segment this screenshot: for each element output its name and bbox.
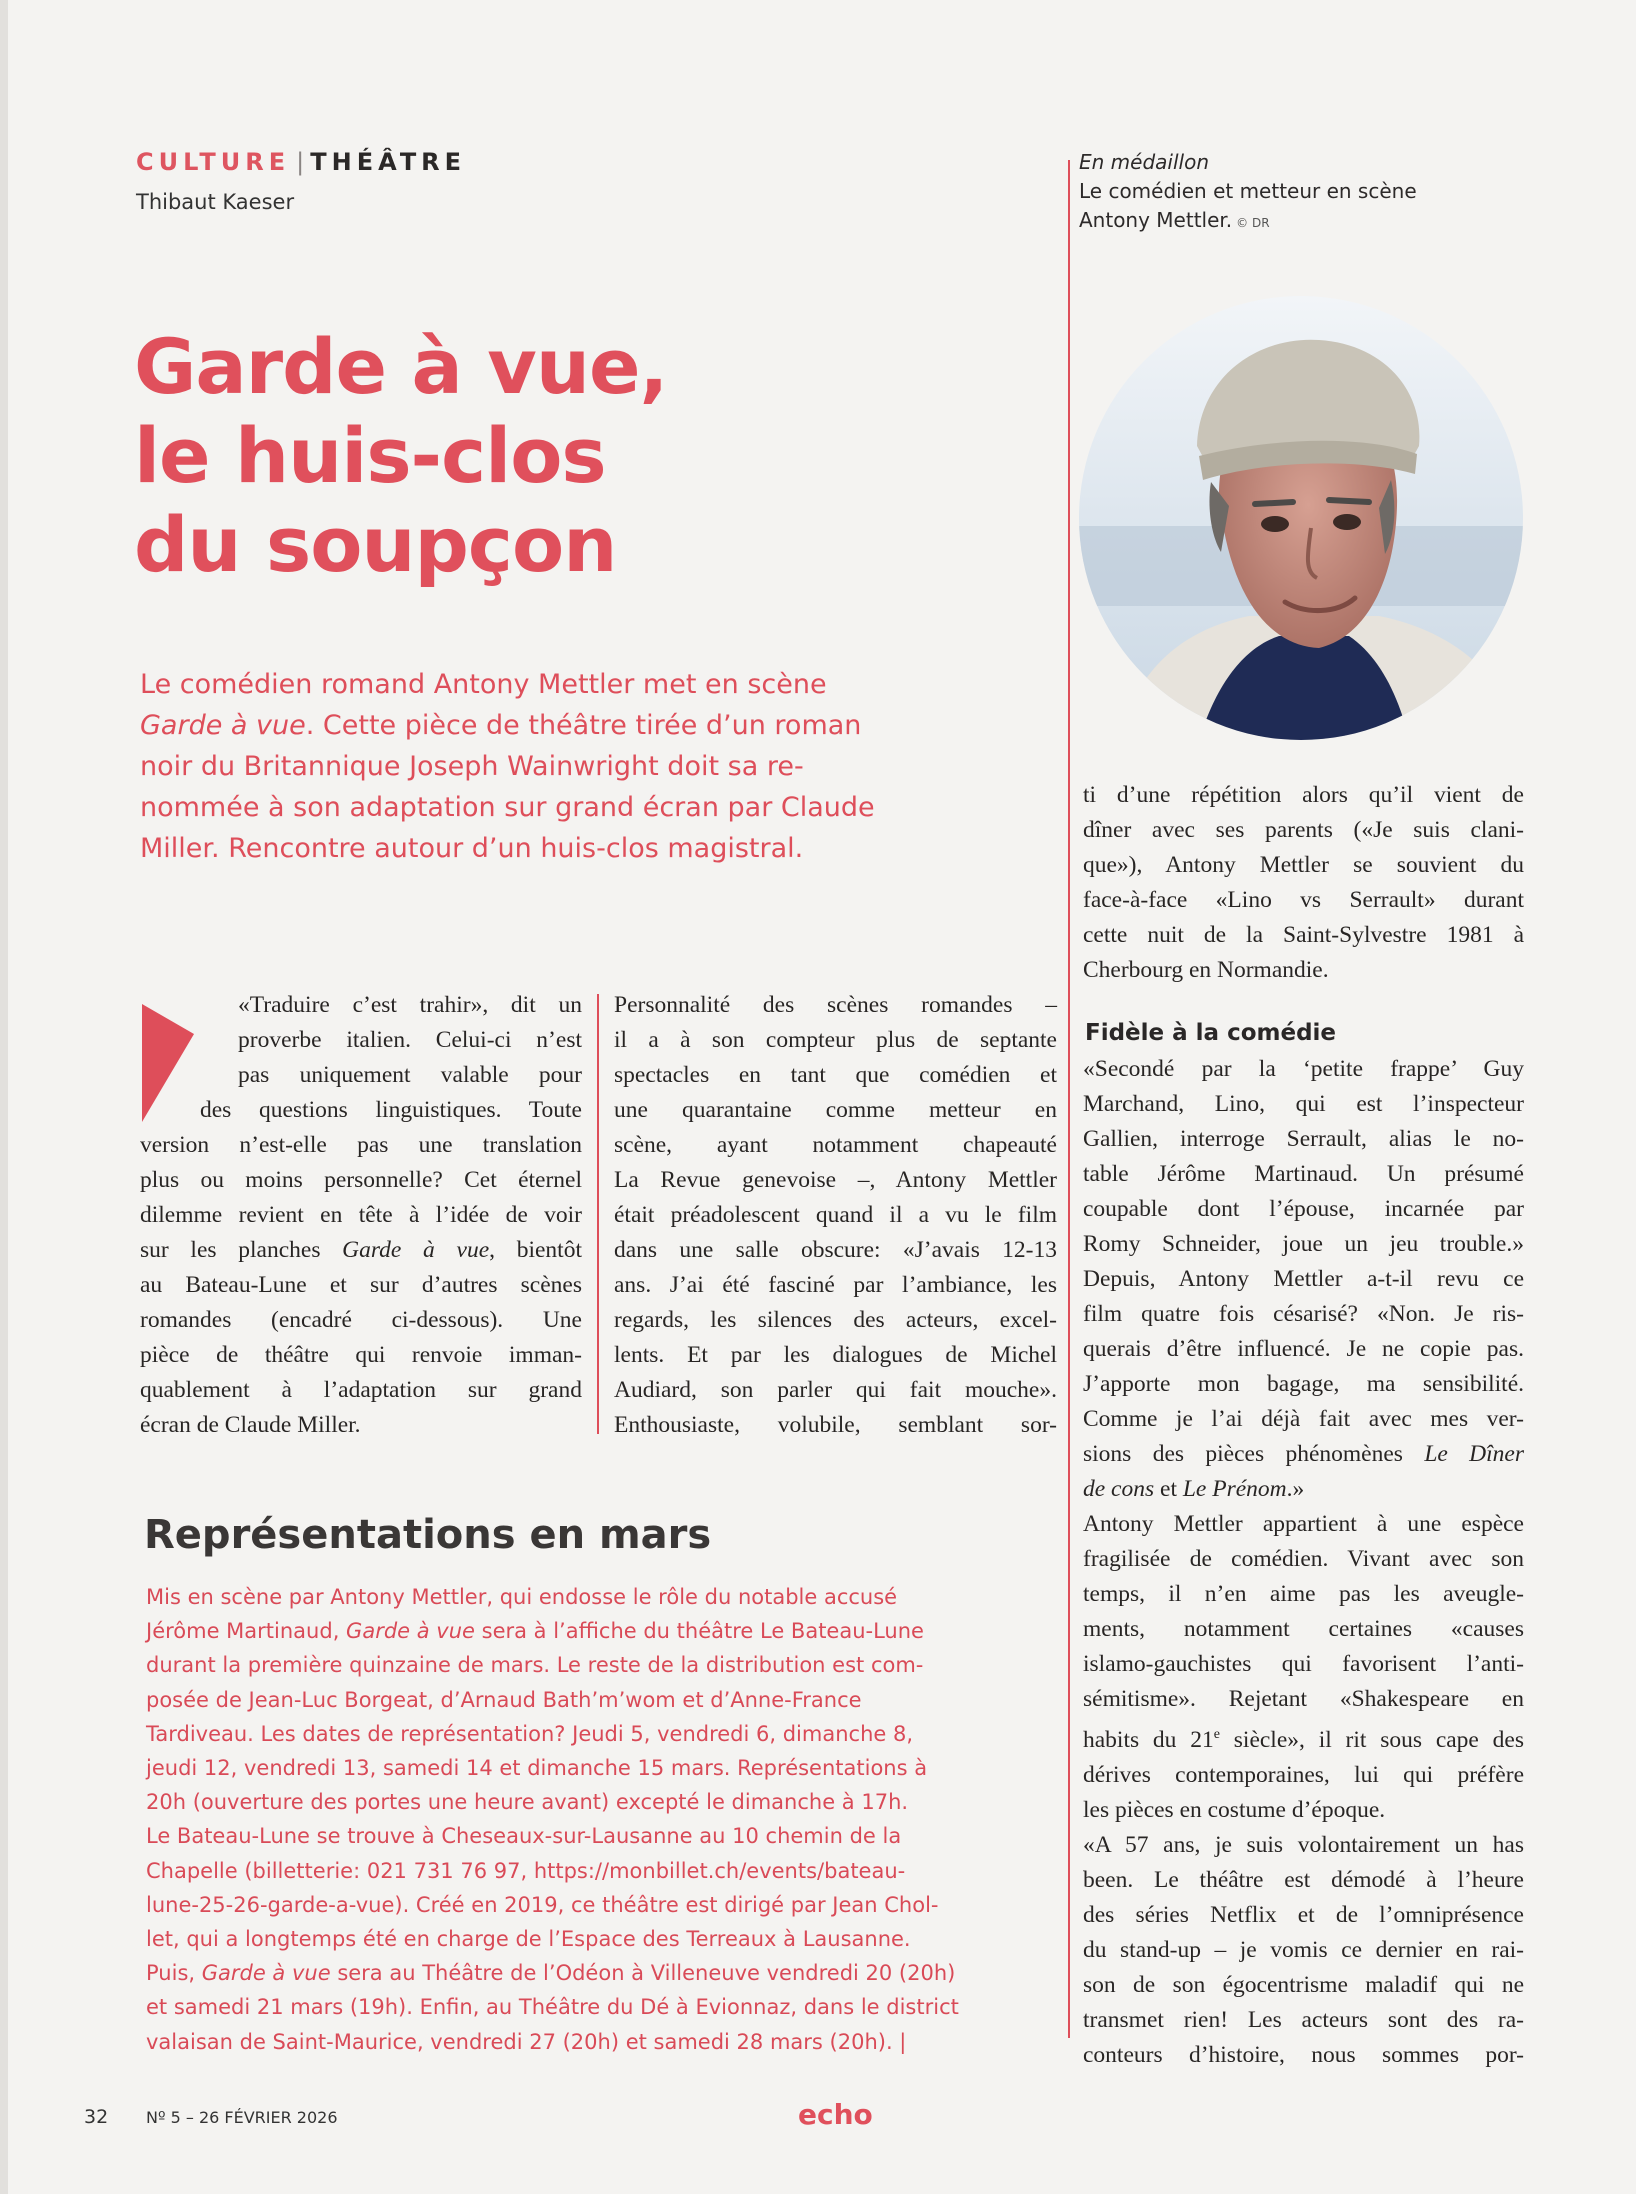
section-label: CULTURE xyxy=(136,148,291,176)
text-line: était préadolescent quand il a vu le film xyxy=(614,1202,1057,1228)
box-line: Le Bateau-Lune se trouve à Cheseaux-sur-Lausanne au 10 chemin de la xyxy=(146,1824,902,1849)
text-line: dîner avec ses parents («Je suis clani- xyxy=(1083,817,1524,843)
text-line: regards, les silences des acteurs, excel- xyxy=(614,1307,1057,1333)
text-line: transmet rien! Les acteurs sont des ra- xyxy=(1083,2006,1524,2033)
play-title: Garde à vue xyxy=(201,1961,331,1986)
article-headline xyxy=(134,322,834,589)
box-title: Représentations en mars xyxy=(144,1512,712,1558)
text-line: islamo-gauchistes qui favorisent l’anti- xyxy=(1083,1651,1524,1677)
text-line: been. Le théâtre est démodé à l’heure xyxy=(1083,1866,1524,1893)
portrait-illustration xyxy=(1079,296,1523,740)
box-line: durant la première quinzaine de mars. Le reste de la distribution est com- xyxy=(146,1653,924,1678)
magazine-logo: echo xyxy=(798,2098,873,2131)
text-line: une quarantaine comme metteur en xyxy=(614,1097,1057,1123)
subsection-label: THÉÂTRE xyxy=(310,148,467,176)
text-line: Antony Mettler appartient à une espèce xyxy=(1083,1511,1524,1537)
box-line: Jérôme Martinaud, Garde à vue sera à l’affiche du théâtre Le Bateau-Lune xyxy=(146,1619,924,1644)
play-title: Garde à vue xyxy=(346,1619,475,1644)
text-line: habits du 21e siècle», il rit sous cape des xyxy=(1083,1726,1524,1753)
lead-line: noir du Britannique Joseph Wainwright doit sa re- xyxy=(140,751,804,782)
play-title: Garde à vue xyxy=(342,1237,490,1263)
box-line: let, qui a longtemps été en charge de l’Espace des Terreaux à Lausanne. xyxy=(146,1927,911,1952)
box-line: Puis, Garde à vue sera au Théâtre de l’Odéon à Villeneuve vendredi 20 (20h) xyxy=(146,1961,956,1986)
caption-line: Le comédien et metteur en scène xyxy=(1079,179,1417,203)
text-line: coupable dont l’épouse, incarnée par xyxy=(1083,1196,1524,1222)
issue-date: Nº 5 – 26 FÉVRIER 2026 xyxy=(146,2108,338,2127)
photo-caption xyxy=(1079,148,1539,238)
text-line: Personnalité des scènes romandes – xyxy=(614,992,1057,1018)
text-line: «Secondé par la ‘petite frappe’ Guy xyxy=(1083,1056,1524,1082)
lead-line: Miller. Rencontre autour d’un huis-clos magistral. xyxy=(140,833,804,864)
text-line: temps, il n’en aime pas les aveugle- xyxy=(1083,1581,1524,1607)
caption-label: En médaillon xyxy=(1079,150,1209,174)
lead-line: Garde à vue. Cette pièce de théâtre tirée d’un roman xyxy=(140,710,862,741)
text-line: Gallien, interroge Serrault, alias le no- xyxy=(1083,1126,1524,1152)
text-line: écran de Claude Miller. xyxy=(140,1412,361,1438)
page-number: 32 xyxy=(84,2106,109,2128)
photo-credit: © DR xyxy=(1236,216,1270,230)
portrait-photo xyxy=(1079,296,1523,740)
text-line: proverbe italien. Celui-ci n’est xyxy=(238,1027,582,1053)
box-line: posée de Jean-Luc Borgeat, d’Arnaud Bath’m’wom et d’Anne-France xyxy=(146,1687,862,1712)
article-column-3 xyxy=(1083,1052,1524,2073)
text-line: Depuis, Antony Mettler a-t-il revu ce xyxy=(1083,1266,1524,1292)
play-title: Le Prénom xyxy=(1182,1476,1287,1502)
headline-line: du soupçon xyxy=(134,500,617,589)
author-byline: Thibaut Kaeser xyxy=(136,190,295,214)
text-line: que»), Antony Mettler se souvient du xyxy=(1083,852,1524,878)
text-line: dilemme revient en tête à l’idée de voir xyxy=(140,1202,582,1228)
rubric-separator: | xyxy=(296,148,305,176)
box-line: 20h (ouverture des portes une heure avant) excepté le dimanche à 17h. xyxy=(146,1790,909,1815)
text-line: pas uniquement valable pour xyxy=(238,1062,582,1088)
caption-line: Antony Mettler. © DR xyxy=(1079,208,1270,232)
text-line: fragilisée de comédien. Vivant avec son xyxy=(1083,1546,1524,1572)
text-line: dans une salle obscure: «J’avais 12-13 xyxy=(614,1237,1057,1263)
box-line: et samedi 21 mars (19h). Enfin, au Théâtre du Dé à Evionnaz, dans le district xyxy=(146,1995,959,2020)
text-line: Enthousiaste, volubile, semblant sor- xyxy=(614,1412,1057,1438)
text-line: au Bateau-Lune et sur d’autres scènes xyxy=(140,1272,582,1298)
article-column-3-top xyxy=(1083,778,1524,988)
text-line: des séries Netflix et de l’omniprésence xyxy=(1083,1901,1524,1928)
headline-line: le huis-clos xyxy=(134,411,606,500)
text-line: J’apporte mon bagage, ma sensibilité. xyxy=(1083,1371,1524,1397)
box-line: Tardiveau. Les dates de représentation? Jeudi 5, vendredi 6, dimanche 8, xyxy=(146,1721,914,1746)
text-line: table Jérôme Martinaud. Un présumé xyxy=(1083,1161,1524,1187)
text-line: querais d’être influencé. Je ne copie pas. xyxy=(1083,1336,1524,1362)
article-lead xyxy=(140,664,940,869)
text-line: ments, notamment certaines «causes xyxy=(1083,1616,1524,1642)
intertitle: Fidèle à la comédie xyxy=(1085,1020,1337,1046)
text-line: il a à son compteur plus de septante xyxy=(614,1027,1057,1053)
box-line: Chapelle (billetterie: 021 731 76 97, https://monbillet.ch/events/bateau- xyxy=(146,1858,906,1883)
sidebar-rule xyxy=(1068,160,1070,2038)
text-line: son de son égocentrisme maladif qui ne xyxy=(1083,1971,1524,1998)
column-rule xyxy=(597,994,599,1434)
text-line: film quatre fois césarisé? «Non. Je ris- xyxy=(1083,1301,1524,1327)
text-line: de cons et Le Prénom.» xyxy=(1083,1476,1305,1502)
text-line: spectacles en tant que comédien et xyxy=(614,1062,1057,1088)
article-column-1 xyxy=(140,988,582,1443)
text-line: La Revue genevoise –, Antony Mettler xyxy=(614,1167,1057,1193)
box-line: valaisan de Saint-Maurice, vendredi 27 (20h) et samedi 28 mars (20h). | xyxy=(146,2029,907,2054)
text-line: sur les planches Garde à vue, bientôt xyxy=(140,1237,582,1263)
text-line: scène, ayant notamment chapeauté xyxy=(614,1132,1057,1158)
text-line: version n’est-elle pas une translation xyxy=(140,1132,582,1158)
text-line: plus ou moins personnelle? Cet éternel xyxy=(140,1167,582,1193)
text-line: lents. Et par les dialogues de Michel xyxy=(614,1342,1057,1368)
lead-line: nommée à son adaptation sur grand écran par Claude xyxy=(140,792,875,823)
play-title: Le Dîner xyxy=(1424,1441,1525,1467)
section-rubric xyxy=(136,148,466,176)
box-line: Mis en scène par Antony Mettler, qui endosse le rôle du notable accusé xyxy=(146,1585,898,1609)
text-line: «A 57 ans, je suis volontairement un has xyxy=(1083,1831,1524,1858)
play-title: Garde à vue xyxy=(140,710,306,741)
lead-line: Le comédien romand Antony Mettler met en scène xyxy=(140,669,827,700)
text-line: Marchand, Lino, qui est l’inspecteur xyxy=(1083,1091,1524,1117)
headline-line: Garde à vue, xyxy=(134,322,668,411)
text-line: ans. J’ai été fasciné par l’ambiance, les xyxy=(614,1272,1057,1298)
text-line: des questions linguistiques. Toute xyxy=(200,1097,582,1123)
box-line: jeudi 12, vendredi 13, samedi 14 et dimanche 15 mars. Représentations à xyxy=(146,1756,928,1781)
text-line: sémitisme». Rejetant «Shakespeare en xyxy=(1083,1686,1524,1712)
text-line: ti d’une répétition alors qu’il vient de xyxy=(1083,782,1524,808)
text-line: Audiard, son parler qui fait mouche». xyxy=(614,1377,1057,1403)
text-line: conteurs d’histoire, nous sommes por- xyxy=(1083,2041,1524,2068)
article-column-2 xyxy=(614,988,1057,1443)
text-line: Romy Schneider, joue un jeu trouble.» xyxy=(1083,1231,1524,1257)
text-line: quablement à l’adaptation sur grand xyxy=(140,1377,582,1403)
text-line: du stand-up – je vomis ce dernier en rai- xyxy=(1083,1936,1524,1963)
text-line: Comme je l’ai déjà fait avec mes ver- xyxy=(1083,1406,1524,1432)
text-line: sions des pièces phénomènes Le Dîner xyxy=(1083,1441,1525,1467)
text-line: Cherbourg en Normandie. xyxy=(1083,957,1329,983)
play-title: de cons xyxy=(1083,1476,1155,1502)
box-line: lune-25-26-garde-a-vue). Créé en 2019, ce théâtre est dirigé par Jean Chol- xyxy=(146,1892,939,1917)
text-line: les pièces en costume d’époque. xyxy=(1083,1796,1386,1823)
page-edge-shadow xyxy=(0,0,8,2194)
text-line: dérives contemporaines, lui qui préfère xyxy=(1083,1761,1524,1788)
text-line: «Traduire c’est trahir», dit un xyxy=(238,992,582,1018)
box-text xyxy=(146,1580,1046,2059)
text-line: face-à-face «Lino vs Serrault» durant xyxy=(1083,887,1524,913)
text-line: cette nuit de la Saint-Sylvestre 1981 à xyxy=(1083,922,1524,948)
text-line: pièce de théâtre qui renvoie imman- xyxy=(140,1342,582,1368)
text-line: romandes (encadré ci-dessous). Une xyxy=(140,1307,582,1333)
